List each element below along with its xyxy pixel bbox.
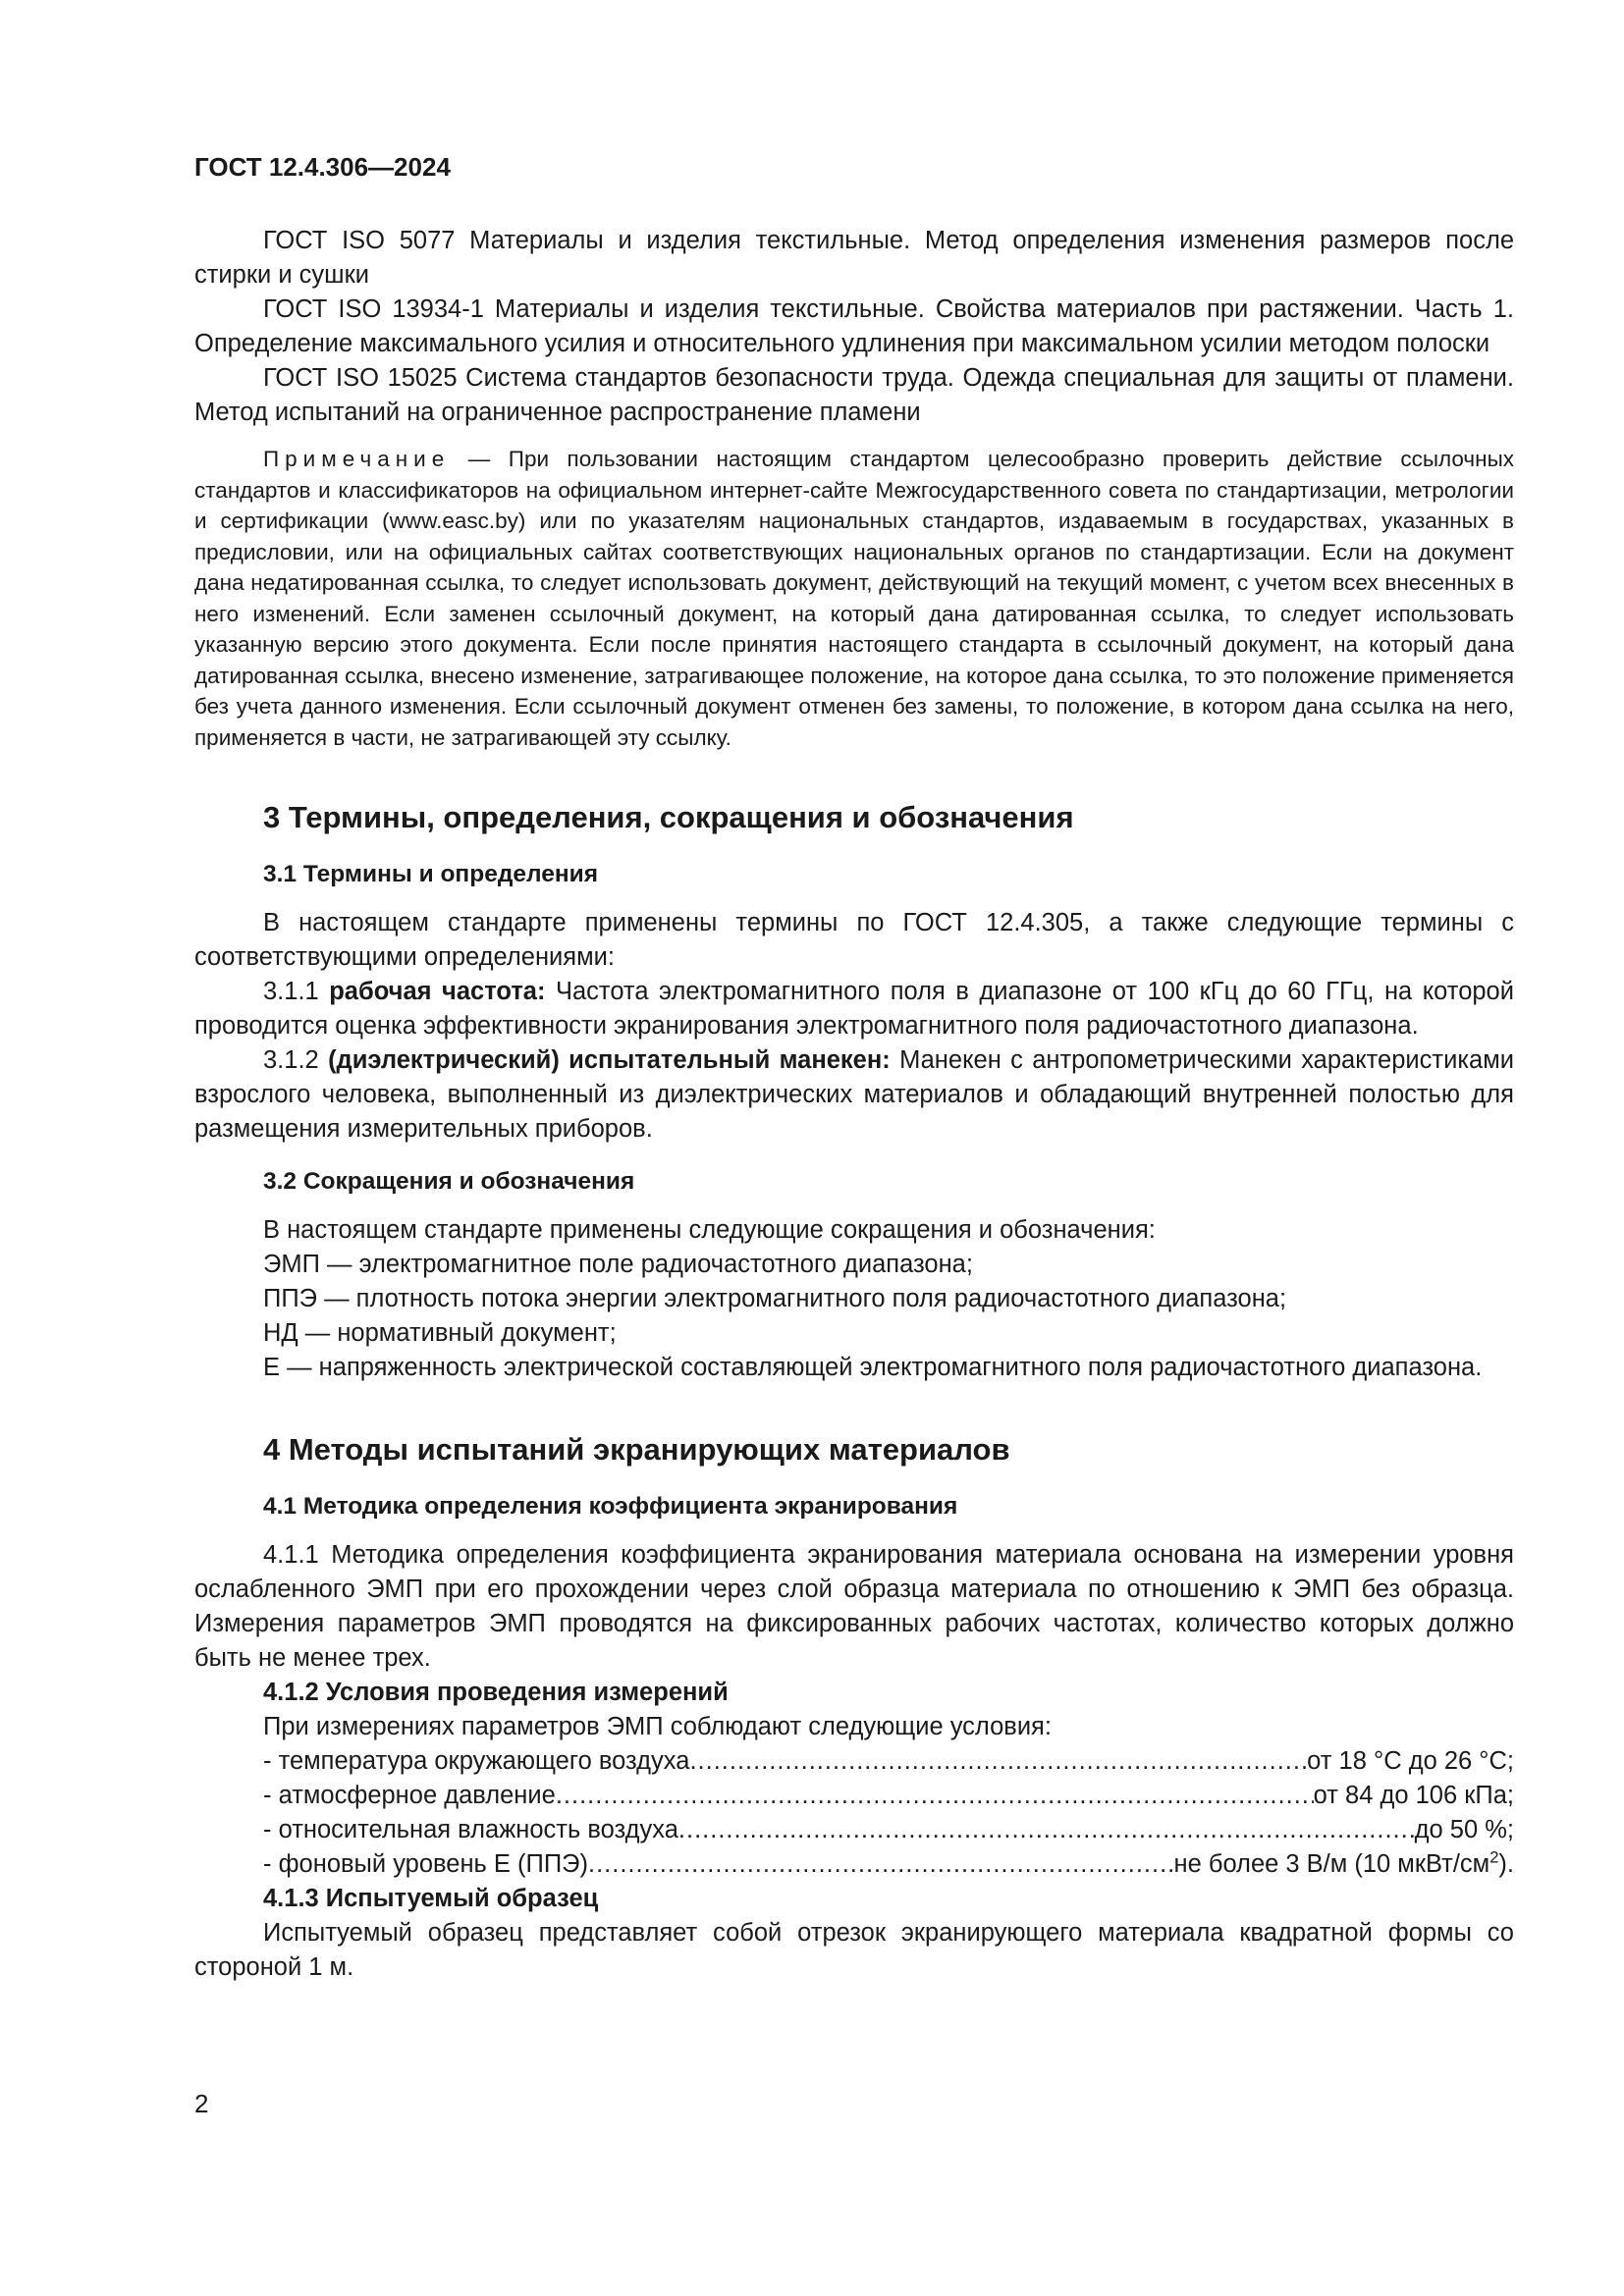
note-text: — При пользовании настоящим стандартом целесообразно проверить действие ссылочных стандартов и классификаторов на официальном интернет-сайте Межгосударственного совета по стандартизации, метрологии и сертификации (www.easc.by) или по указателям национальных стандартов, издаваемым в государствах, указанных в предисловии, или на официальных сайтах соответствующих национальных органов по стандартизации. Если на документ дана недатированная ссылка, то следует использовать документ, действующий на текущий момент, с учетом всех внесенных в него изменений. Если заменен ссылочный документ, на который дана датированная ссылка, то следует использовать указанную версию этого документа. Если после принятия настоящего стандарта в ссылочный документ, на который дана датированная ссылка, внесено изменение, затрагивающее положение, на которое дана ссылка, то это положение применяется без учета данного изменения. Если ссылочный документ отменен без замены, то положение, в котором дана ссылка на него, применяется в части, не затрагивающей эту ссылку. bbox=[194, 447, 1514, 750]
abbreviation-item: Е — напряженность электрической составляющей электромагнитного поля радиочастотного диапазона. bbox=[263, 1354, 1483, 1381]
abbreviation-item: ЭМП — электромагнитное поле радиочастотного диапазона; bbox=[263, 1251, 973, 1278]
term-definition: Манекен с антропометрическими характеристиками взрослого человека, выполненный из диэлектрических материалов и обладающий внутренней полостью для размещения измерительных приборов. bbox=[194, 1046, 1514, 1143]
condition-label: - температура окружающего воздуха bbox=[263, 1747, 690, 1775]
condition-row bbox=[194, 1779, 1514, 1813]
condition-label: - фоновый уровень Е (ППЭ) bbox=[263, 1850, 588, 1878]
condition-row bbox=[194, 1744, 1514, 1779]
dot-leader bbox=[689, 1744, 1307, 1779]
conditions-intro: При измерениях параметров ЭМП соблюдают следующие условия: bbox=[263, 1713, 1052, 1740]
document-header: ГОСТ 12.4.306—2024 bbox=[194, 152, 451, 182]
subsection-3-1-heading: 3.1 Термины и определения bbox=[263, 861, 599, 887]
note-label: Примечание bbox=[263, 447, 451, 471]
condition-value: от 18 °С до 26 °С; bbox=[1307, 1747, 1514, 1775]
paragraph-4-1-3: Испытуемый образец представляет собой отрезок экранирующего материала квадратной формы со стороной 1 м. bbox=[194, 1919, 1514, 1981]
subsection-4-1-3-heading: 4.1.3 Испытуемый образец bbox=[263, 1885, 599, 1912]
reference-item: ГОСТ ISO 15025 Система стандартов безопасности труда. Одежда специальная для защиты от пламени. Метод испытаний на ограниченное распространение пламени bbox=[194, 364, 1514, 426]
condition-value-tail: ). bbox=[1498, 1850, 1514, 1878]
term-name: рабочая частота: bbox=[329, 978, 546, 1005]
abbreviation-item: НД — нормативный документ; bbox=[263, 1319, 617, 1347]
subsection-3-2-heading: 3.2 Сокращения и обозначения bbox=[263, 1168, 635, 1195]
condition-row bbox=[194, 1847, 1514, 1882]
term-number: 3.1.2 bbox=[263, 1046, 329, 1074]
condition-row bbox=[194, 1813, 1514, 1847]
superscript: 2 bbox=[1489, 1847, 1499, 1867]
abbreviation-item: ППЭ — плотность потока энергии электромагнитного поля радиочастотного диапазона; bbox=[263, 1285, 1287, 1312]
reference-item: ГОСТ ISO 13934-1 Материалы и изделия текстильные. Свойства материалов при растяжении. Часть 1. Определение максимального усилия и относительного удлинения при максимальном усилии методом полоски bbox=[194, 295, 1514, 357]
condition-label: - относительная влажность воздуха bbox=[263, 1816, 678, 1843]
condition-label: - атмосферное давление bbox=[263, 1782, 556, 1809]
page-number: 2 bbox=[194, 2089, 209, 2118]
term-3-1-2 bbox=[194, 1043, 1514, 1147]
condition-value-text: не более 3 В/м (10 мкВт/см bbox=[1173, 1850, 1490, 1878]
subsection-4-1-heading: 4.1 Методика определения коэффициента экранирования bbox=[263, 1493, 958, 1520]
condition-value: до 50 %; bbox=[1414, 1816, 1514, 1843]
section-4-heading: 4 Методы испытаний экранирующих материалов bbox=[263, 1432, 1010, 1467]
condition-value: от 84 до 106 кПа; bbox=[1313, 1782, 1514, 1809]
dot-leader bbox=[678, 1813, 1415, 1847]
term-number: 3.1.1 bbox=[263, 978, 330, 1005]
term-definition: Частота электромагнитного поля в диапазоне от 100 кГц до 60 ГГц, на которой проводится оценка эффективности экранирования электромагнитного поля радиочастотного диапазона. bbox=[194, 978, 1514, 1040]
terms-intro: В настоящем стандарте применены термины по ГОСТ 12.4.305, а также следующие термины с соответствующими определениями: bbox=[194, 909, 1514, 971]
condition-value bbox=[1173, 1847, 1514, 1882]
term-name: (диэлектрический) испытательный манекен: bbox=[328, 1046, 891, 1074]
page-content bbox=[194, 137, 1514, 1985]
dot-leader bbox=[556, 1779, 1314, 1813]
reference-item: ГОСТ ISO 5077 Материалы и изделия текстильные. Метод определения изменения размеров после стирки и сушки bbox=[194, 227, 1514, 289]
paragraph-4-1-1: 4.1.1 Методика определения коэффициента экранирования материала основана на измерении уровня ослабленного ЭМП при его прохождении через слой образца материала по отношению к ЭМП без образца. Измерения параметров ЭМП проводятся на фиксированных рабочих частотах, количество которых должно быть не менее трех. bbox=[194, 1541, 1514, 1672]
section-3-heading: 3 Термины, определения, сокращения и обозначения bbox=[263, 800, 1074, 834]
note-paragraph bbox=[194, 444, 1514, 753]
term-3-1-1 bbox=[194, 975, 1514, 1043]
subsection-4-1-2-heading: 4.1.2 Условия проведения измерений bbox=[263, 1679, 729, 1706]
dot-leader bbox=[588, 1847, 1173, 1882]
abbreviations-intro: В настоящем стандарте применены следующие сокращения и обозначения: bbox=[263, 1216, 1156, 1244]
